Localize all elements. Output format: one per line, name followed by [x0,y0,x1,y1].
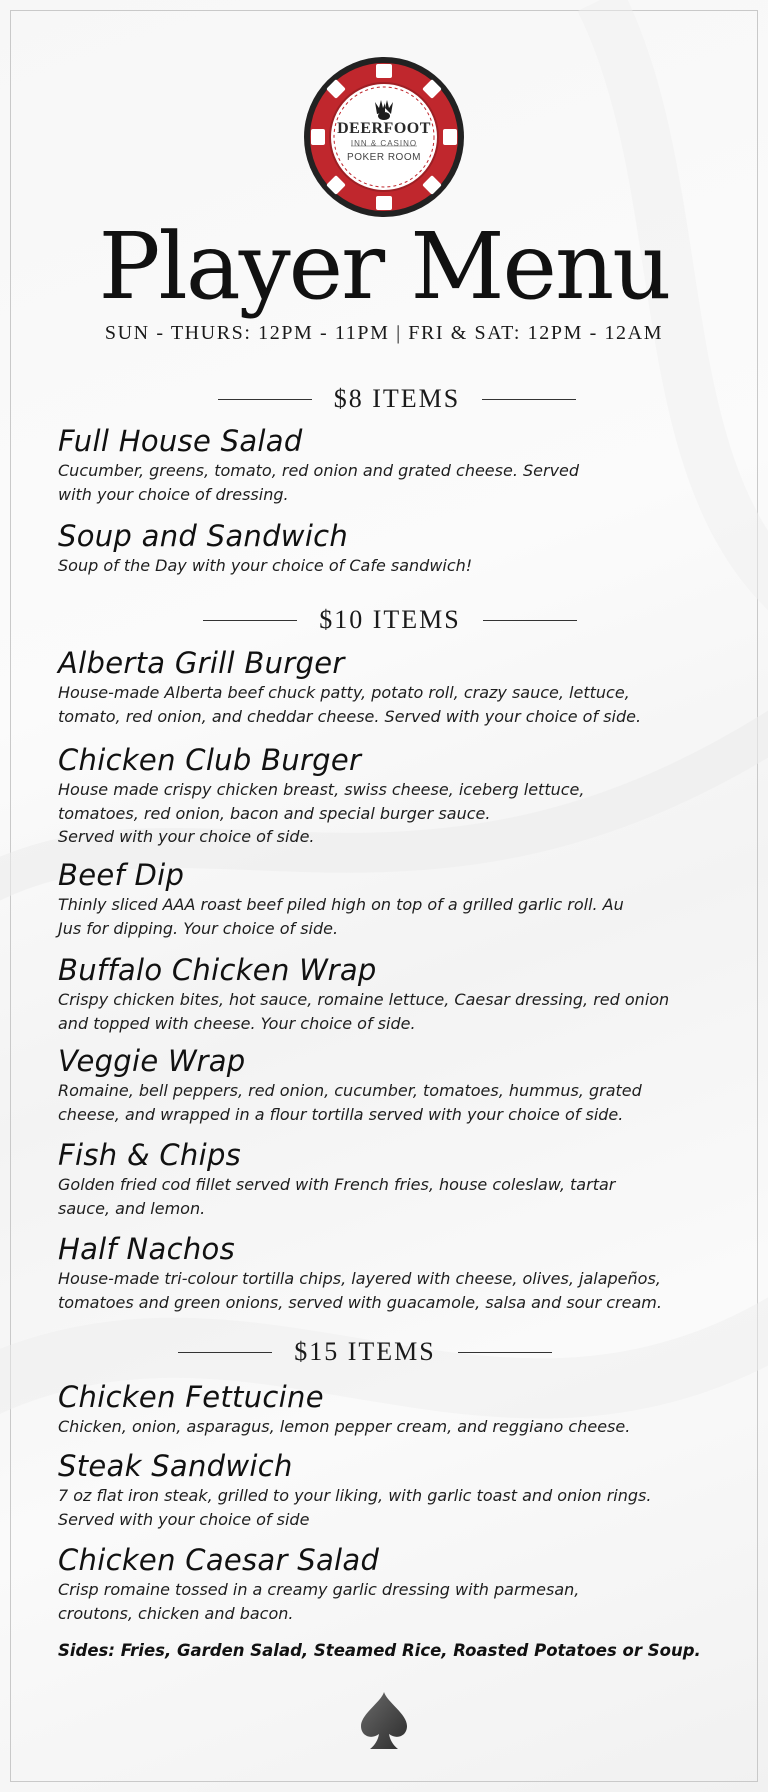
item-description: Chicken, onion, asparagus, lemon pepper cream, and reggiano cheese. [58,1417,631,1436]
item-description: Crisp romaine tossed in a creamy garlic dressing with parmesan, croutons, chicken and bacon. [58,1580,580,1623]
item-name: Fish & Chips [58,1138,242,1172]
divider-rule [203,620,297,621]
section-label: $8 ITEMS [333,384,461,413]
item-description: House-made tri-colour tortilla chips, layered with cheese, olives, jalapeños, tomatoes and green onions, served with guacamole, salsa and sour cream. [58,1269,662,1312]
item-name: Chicken Club Burger [58,743,362,777]
poker-chip-logo-icon [303,56,465,218]
menu-item [58,743,738,849]
menu-item [58,1044,738,1126]
item-name: Soup and Sandwich [58,519,349,553]
item-name: Half Nachos [58,1232,236,1266]
section-header-15 [0,1335,730,1369]
divider-rule [218,399,312,400]
page-title: Player Menu [98,213,670,320]
menu-item [58,519,738,578]
divider-rule [458,1352,552,1353]
menu-item [58,1138,738,1220]
item-name: Chicken Caesar Salad [58,1543,380,1577]
menu-item [58,1543,738,1625]
item-description: House made crispy chicken breast, swiss cheese, iceberg lettuce, tomatoes, red onion, bacon and special burger sauce. Served with your choice of side. [58,780,585,846]
item-description: Thinly sliced AAA roast beef piled high on top of a grilled garlic roll. Au Jus for dipping. Your choice of side. [58,895,624,938]
item-name: Veggie Wrap [58,1044,246,1078]
item-name: Full House Salad [58,424,303,458]
item-description: Cucumber, greens, tomato, red onion and grated cheese. Served with your choice of dressing. [58,461,580,504]
spade-icon [359,1690,409,1752]
logo-brand: DEERFOOT [337,120,431,137]
item-name: Chicken Fettucine [58,1380,324,1414]
section-header-8 [0,382,768,416]
item-name: Buffalo Chicken Wrap [58,953,377,987]
logo-subtitle: INN & CASINO [350,139,418,148]
divider-rule [178,1352,272,1353]
section-header-10 [0,603,768,637]
menu-item [58,858,738,940]
menu-item [58,1449,738,1531]
menu-item [58,1380,738,1439]
menu-item [58,1232,738,1314]
item-description: Romaine, bell peppers, red onion, cucumber, tomatoes, hummus, grated cheese, and wrapped in a flour tortilla served with your choice of side. [58,1081,642,1124]
item-description: Crispy chicken bites, hot sauce, romaine lettuce, Caesar dressing, red onion and topped with cheese. Your choice of side. [58,990,670,1033]
section-label: $10 ITEMS [319,605,461,634]
sides-note: Sides: Fries, Garden Salad, Steamed Rice, Roasted Potatoes or Soup. [58,1641,701,1660]
item-name: Steak Sandwich [58,1449,293,1483]
item-name: Alberta Grill Burger [58,646,345,680]
item-description: Golden fried cod fillet served with French fries, house coleslaw, tartar sauce, and lemon. [58,1175,616,1218]
menu-item [58,953,738,1035]
item-description: House-made Alberta beef chuck patty, potato roll, crazy sauce, lettuce, tomato, red onion, and cheddar cheese. Served with your choice of side. [58,683,642,726]
item-description: Soup of the Day with your choice of Cafe sandwich! [58,556,473,575]
item-name: Beef Dip [58,858,185,892]
section-label: $15 ITEMS [294,1337,436,1366]
item-description: 7 oz flat iron steak, grilled to your liking, with garlic toast and onion rings. Served with your choice of side [58,1486,652,1529]
menu-item [58,424,738,506]
divider-rule [482,399,576,400]
logo-room: POKER ROOM [347,152,421,163]
divider-rule [483,620,577,621]
hours-text: SUN - THURS: 12PM - 11PM | FRI & SAT: 12PM - 12AM [104,322,664,344]
menu-item [58,646,738,728]
